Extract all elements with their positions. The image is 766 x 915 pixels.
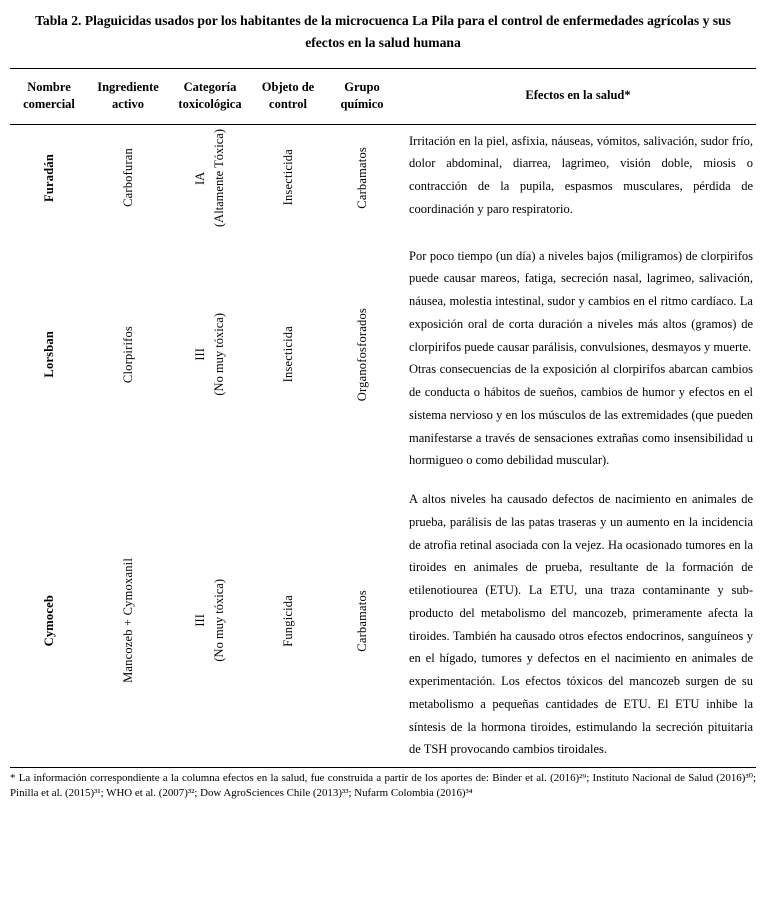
objeto-de-control-value: Insecticida [280,149,295,206]
grupo-quimico-value: Carbamatos [354,589,369,652]
objeto-de-control-value: Insecticida [280,326,295,383]
cell-efectos-salud [400,235,756,479]
cell-objeto-de-control [252,124,324,235]
cell-ingrediente-activo [88,235,168,479]
categoria-detalle: (No muy tóxica) [212,312,226,396]
efectos-paragraph: Irritación en la piel, asfixia, náuseas, vómitos, salivación, sudor frío, dolor abdominal, diarrea, lagrimeo, visión doble, miosis o contracción de la pupila, espasmos musculares, pérdida de coordinación y paro respiratorio. [409,133,753,216]
nombre-comercial-value: Cymoceb [41,594,56,647]
cell-categoria-toxicologica [168,124,252,235]
cell-ingrediente-activo [88,124,168,235]
cell-nombre-comercial [10,478,88,768]
categoria-detalle: (Altamente Tóxica) [212,128,226,227]
cell-nombre-comercial [10,235,88,479]
table-row-cymoceb [10,478,756,768]
header-ingrediente-activo: Ingrediente activo [88,68,168,124]
header-row [10,68,756,124]
header-objeto-de-control: Objeto de control [252,68,324,124]
cell-grupo-quimico [324,478,400,768]
ingrediente-activo-value: Carbofuran [120,148,135,207]
categoria-detalle: (No muy tóxica) [212,579,226,662]
header-nombre-comercial: Nombre comercial [10,68,88,124]
table-row-lorsban [10,235,756,479]
nombre-comercial-value: Lorsban [41,330,56,378]
cell-objeto-de-control [252,478,324,768]
cell-categoria-toxicologica [168,235,252,479]
categoria-codigo: IA [193,170,208,185]
nombre-comercial-value: Furadán [41,153,56,202]
cell-grupo-quimico [324,124,400,235]
ingrediente-activo-value: Mancozeb + Cymoxanil [120,558,135,683]
categoria-codigo: III [193,348,208,361]
efectos-paragraph: Por poco tiempo (un día) a niveles bajos (miligramos) de clorpirifos puede causar mareos, fatiga, secreción nasal, lagrimeo, salivación, náusea, molestia intestinal, sudor y cambios en el ritmo cardíaco. La exposición oral de corta duración a niveles más altos (gramos) de clorpirifos puede causar parálisis, convulsiones, desmayos y muerte. [409,248,753,354]
table-caption: Tabla 2. Plaguicidas usados por los habitantes de la microcuenca La Pila para el control de enfermedades agrícolas y sus efectos en la salud humana [35,13,731,50]
grupo-quimico-value: Organofosforados [354,307,369,401]
objeto-de-control-value: Fungicida [280,594,295,647]
ingrediente-activo-value: Clorpirifos [120,325,135,383]
efectos-paragraph: Otras consecuencias de la exposición al clorpirifos abarcan cambios de conducta o hábitos de sueños, cambios de humor y efectos en el sistema nervioso y en los músculos de las extremidades (que pueden manifestarse a través de sensaciones extrañas como insensibilidad u hormigueo o como debilidad muscular). [409,362,753,468]
categoria-toxicologica-value [191,129,229,227]
categoria-toxicologica-value [191,579,229,662]
table-row-furadan [10,124,756,235]
cell-efectos-salud [400,124,756,235]
table-footnote: * La información correspondiente a la columna efectos en la salud, fue construida a partir de los aportes de: Binder et al. (2016)²⁹; Instituto Nacional de Salud (2016)³⁰; Pinilla et al. (2015)³¹; WHO et al. (2007)³²; Dow AgroSciences Chile (2013)³³; Nufarm Colombia (2016)³⁴ [10,772,756,800]
categoria-toxicologica-value [191,313,229,396]
cell-objeto-de-control [252,235,324,479]
cell-efectos-salud [400,478,756,768]
cell-nombre-comercial [10,124,88,235]
cell-ingrediente-activo [88,478,168,768]
categoria-codigo: III [193,614,208,627]
cell-categoria-toxicologica [168,478,252,768]
pesticides-table [10,68,756,769]
header-categoria-toxicologica: Categoría toxicológica [168,68,252,124]
header-efectos-salud: Efectos en la salud* [400,68,756,124]
header-grupo-quimico: Grupo químico [324,68,400,124]
table-header [10,68,756,124]
cell-grupo-quimico [324,235,400,479]
efectos-paragraph: A altos niveles ha causado defectos de nacimiento en animales de prueba, parálisis de las patas traseras y un aumento en la incidencia de atrofia retinal asociada con la vejez. Ha ocasionado tumores en la tiroides en animales de prueba, resultante de la formación de etilenotiourea (ETU). La ETU, una traza contaminante y sub- producto del metabolismo del mancozeb, primeramente afecta la tiroides. También ha causado otros efectos endocrinos, sanguíneos y en el hígado, tumores y defectos en el nacimiento en animales de experimentación. Los efectos tóxicos del mancozeb surgen de su metabolismo a pequeñas cantidades de ETU. El ETU inhibe la síntesis de la hormona tiroides, estimulando la secreción pituitaria de TSH provocando cambios tiroidales. [409,492,753,757]
grupo-quimico-value: Carbamatos [354,146,369,209]
